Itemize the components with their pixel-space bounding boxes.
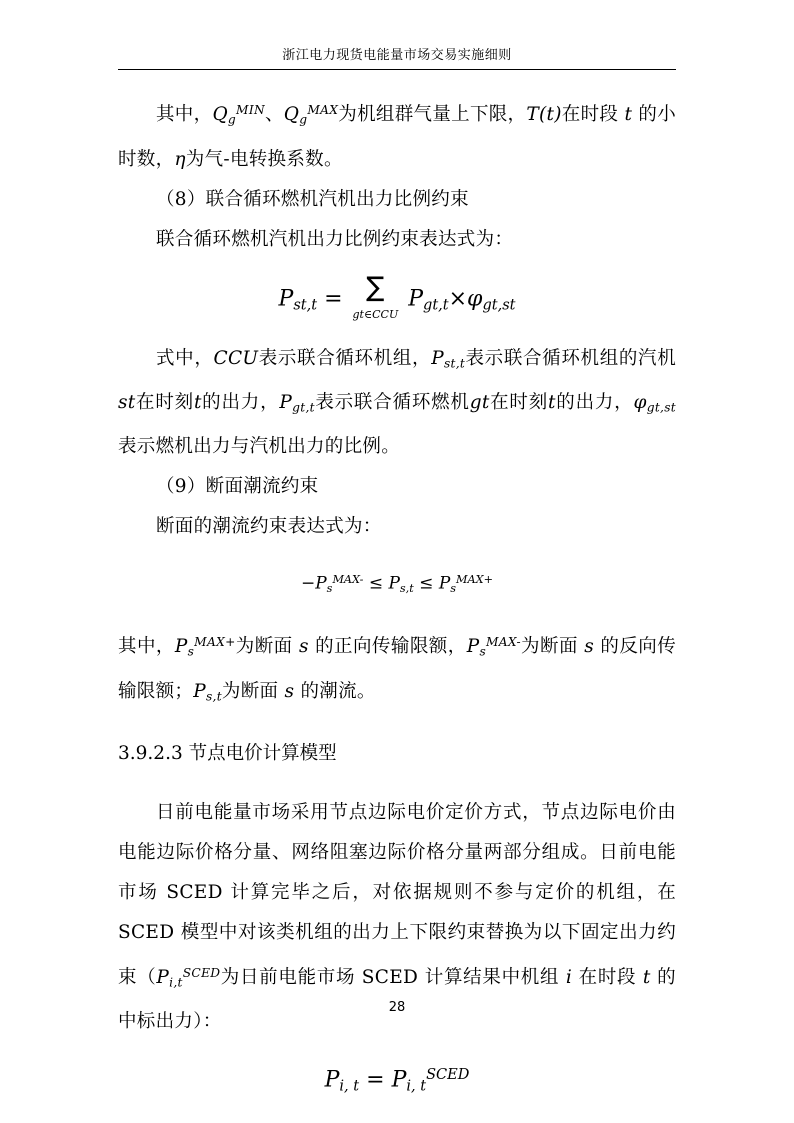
text-fragment: 的潮流。 <box>300 680 376 702</box>
symbol-st: st <box>118 391 136 413</box>
paragraph-symbol-definitions-2 <box>118 622 676 716</box>
section-heading-3-9-2-3: 3.9.2.3 节点电价计算模型 <box>118 743 337 765</box>
text-fragment: 、 <box>264 104 284 126</box>
paragraph-where-clause <box>118 90 676 180</box>
text-fragment: 其中， <box>118 636 175 658</box>
symbol-q-max: Q <box>283 104 300 126</box>
eq1-equals: = <box>324 286 343 311</box>
equation-body <box>278 271 516 323</box>
eq3-lhs-sub: i, t <box>339 1078 360 1095</box>
symbol-s-2: s <box>584 636 595 658</box>
eq2-neg: − <box>300 573 316 594</box>
symbol-q-min-sub: g <box>227 112 237 127</box>
text-fragment: 在时刻 <box>135 391 194 413</box>
text-fragment: 其中， <box>156 104 213 126</box>
text-fragment: 日前电能量市场采用节点边际电价定价方式，节点边际电价由电能边际价格分量、网络阻塞边际价格分量两部分组成。日前电能市场 SCED 计算完毕之后，对依据规则不参与定价的机组，在 SCED 模型中对该类机组的出力上下限约束替换为以下固定出力约束（ <box>118 801 676 989</box>
eq1-lhs: P <box>278 286 294 311</box>
eq2-p2: P <box>388 573 400 594</box>
symbol-pmaxminus: P <box>466 636 480 658</box>
eq3-rhs-sub: i, t <box>406 1078 427 1095</box>
eq1-term2-sub: gt,st <box>482 297 516 314</box>
text-fragment: 为气-电转换系数。 <box>185 148 343 170</box>
symbol-ccu: CCU <box>213 347 259 369</box>
text-fragment: 表示联合循环机组， <box>258 347 432 369</box>
symbol-p-sced-sub: i,t <box>169 975 183 990</box>
page-number: 28 <box>388 1000 406 1015</box>
eq3-equals: = <box>366 1067 385 1093</box>
eq3-lhs: P <box>324 1067 340 1093</box>
eq1-times: × <box>448 286 468 311</box>
symbol-pgt: P <box>279 391 293 413</box>
symbol-t-period: t <box>624 104 633 126</box>
text-fragment: 在时段 <box>578 967 637 989</box>
running-header: 浙江电力现货电能量市场交易实施细则 <box>282 48 512 63</box>
equation-fixed-output <box>118 1058 676 1103</box>
eq1-lhs-sub: st,t <box>293 297 318 314</box>
symbol-pst: P <box>431 347 444 369</box>
equation-section-flow-limit <box>118 563 676 606</box>
symbol-p-sced-sup: SCED <box>182 965 221 980</box>
eq1-term1-sub: gt,t <box>423 297 449 314</box>
paragraph-item-9-intro: 断面的潮流约束表达式为： <box>156 516 382 538</box>
symbol-pmaxplus-sup: MAX+ <box>194 635 236 650</box>
text-fragment: 的小时数， <box>118 104 677 170</box>
eq2-p1-sub: s <box>326 582 333 596</box>
eq3-rhs: P <box>391 1067 407 1093</box>
equation-body <box>325 1058 470 1103</box>
summation-operator <box>352 271 399 323</box>
eq3-rhs-sup: SCED <box>426 1067 470 1084</box>
eq2-p3-sub: s <box>450 582 457 596</box>
symbol-s-1: s <box>298 636 309 658</box>
symbol-phi-sub: gt,st <box>646 400 676 415</box>
symbol-pst-flow-sub: s,t <box>205 688 222 703</box>
eq1-term2: φ <box>467 286 483 311</box>
symbol-pmaxplus-sub: s <box>187 644 195 659</box>
text-fragment: 为断面 <box>235 636 293 658</box>
symbol-t: T <box>526 104 540 126</box>
equation-body <box>301 563 493 606</box>
symbol-pmaxplus: P <box>174 636 188 658</box>
eq2-le1: ≤ <box>368 573 384 594</box>
heading-item-8: （8）联合循环燃机汽机出力比例约束 <box>156 188 469 210</box>
text-fragment: 为日前电能市场 SCED 计算结果中机组 <box>220 967 560 989</box>
symbol-t-arg: (t) <box>539 104 562 126</box>
header-divider <box>118 69 676 70</box>
text-fragment: 表示联合循环燃机 <box>314 391 470 413</box>
eq2-p3-sup: MAX+ <box>456 573 494 587</box>
paragraph-item-8-intro: 联合循环燃机汽机出力比例约束表达式为： <box>156 228 514 250</box>
text-fragment: 在时段 <box>561 104 619 126</box>
eq2-p1: P <box>315 573 327 594</box>
text-fragment: 式中， <box>156 347 214 369</box>
eq2-le2: ≤ <box>419 573 434 594</box>
heading-item-9: （9）断面潮流约束 <box>156 476 319 498</box>
eq2-p3: P <box>438 573 451 594</box>
symbol-t-2: t <box>548 391 556 413</box>
text-fragment: 的出力， <box>201 391 280 413</box>
symbol-q-min-sup: MIN <box>236 103 265 117</box>
symbol-q-max-sup: MAX <box>307 103 339 117</box>
text-fragment: 的中标出力）： <box>118 967 676 1033</box>
text-fragment: 在时刻 <box>489 391 549 413</box>
text-fragment: 的正向传输限额， <box>315 636 467 658</box>
symbol-pst-sub: st,t <box>443 355 466 370</box>
symbol-s-3: s <box>284 680 295 702</box>
sigma-subscript: gt∈CCU <box>352 307 399 321</box>
eq2-p1-sup: MAX- <box>332 573 364 587</box>
symbol-gt: gt <box>469 391 490 413</box>
eq2-p2-sub: s,t <box>399 582 414 596</box>
text-fragment: 的反向传输限额； <box>118 636 677 702</box>
symbol-i: i <box>565 967 573 989</box>
text-fragment: 表示燃机出力与汽机出力的比例。 <box>118 436 401 458</box>
symbol-eta: η <box>174 148 186 170</box>
text-fragment: 为机组群气量上下限， <box>338 104 527 126</box>
symbol-t-3: t <box>642 967 651 989</box>
symbol-t-1: t <box>193 391 202 413</box>
text-fragment: 为断面 <box>221 680 279 702</box>
symbol-q-max-sub: g <box>299 112 308 127</box>
symbol-pst-flow: P <box>193 680 206 702</box>
symbol-p-sced: P <box>156 967 170 989</box>
symbol-pmaxminus-sup: MAX- <box>486 635 521 650</box>
text-fragment: 表示联合循环机组的汽机 <box>465 347 677 369</box>
symbol-q-min: Q <box>212 104 228 126</box>
symbol-phi: φ <box>633 391 647 413</box>
eq1-term1: P <box>408 286 424 311</box>
symbol-pgt-sub: gt,t <box>292 400 315 415</box>
text-fragment: 为断面 <box>520 636 578 658</box>
page-content <box>118 44 676 1120</box>
paragraph-symbol-definitions-1 <box>118 339 676 468</box>
equation-steam-turbine-ratio <box>118 271 676 323</box>
text-fragment: 的出力， <box>555 391 634 413</box>
sigma-icon: ∑ <box>366 271 385 303</box>
symbol-pmaxminus-sub: s <box>479 644 486 659</box>
